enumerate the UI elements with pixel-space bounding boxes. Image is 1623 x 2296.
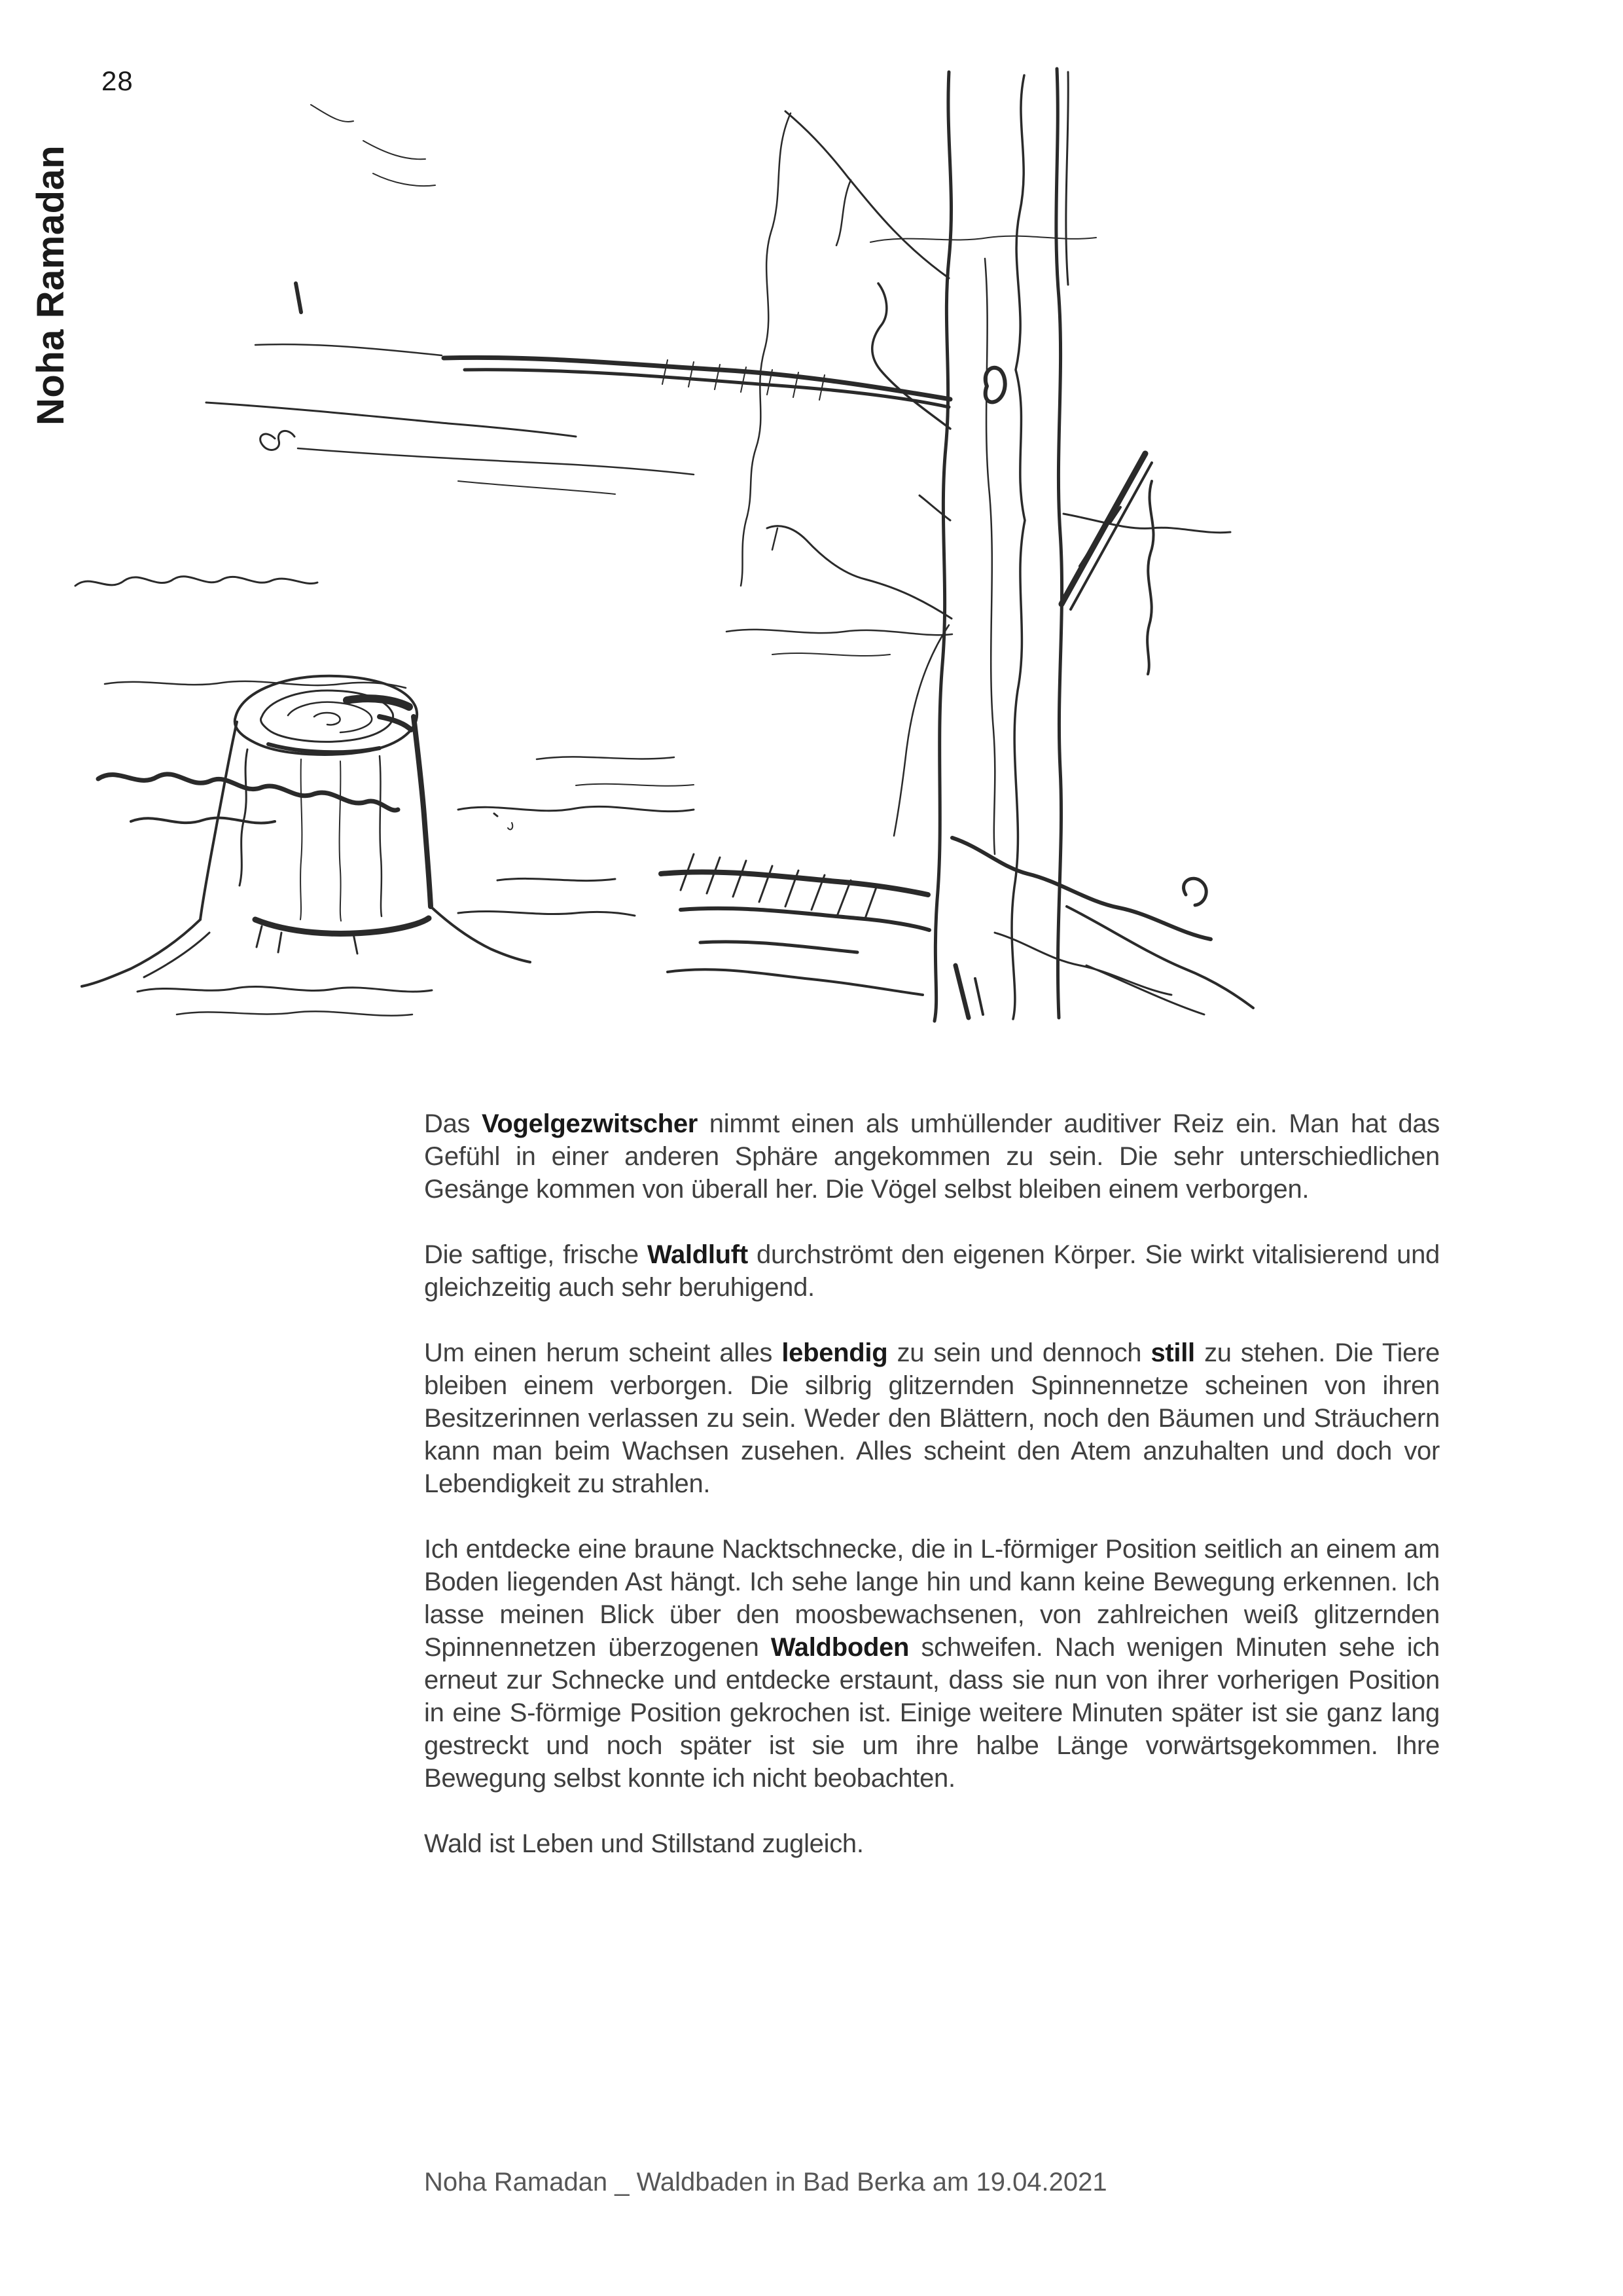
text-segment: durchströmt den eigenen Körper. Sie wirkt vitalisierend und gleichzeitig auch sehr beruhigend. xyxy=(424,1240,1440,1302)
text-segment: zu stehen. Die Tiere bleiben einem verborgen. Die silbrig glitzernden Spinnennetze scheinen von ihren Besitzerinnen verlassen zu sein. Weder den Blättern, noch den Bäumen und Sträuchern kann man beim Wachsen zusehen. Alles scheint den Atem anzuhalten und doch vor Lebendigkeit zu strahlen. xyxy=(424,1338,1440,1498)
bold-keyword: lebendig xyxy=(781,1338,888,1367)
text-segment: Um einen herum scheint alles xyxy=(424,1338,782,1367)
text-segment: zu sein und dennoch xyxy=(887,1338,1151,1367)
body-paragraphs xyxy=(424,1107,1440,1893)
paragraph xyxy=(424,1238,1440,1304)
faint-background-strokes xyxy=(311,105,1096,242)
tree-trunk xyxy=(935,69,1068,1021)
text-segment: Das xyxy=(424,1109,482,1138)
bold-keyword: Waldboden xyxy=(770,1633,910,1662)
text-segment: Wald ist Leben und Stillstand zugleich. xyxy=(424,1829,864,1858)
fallen-log-hatching xyxy=(206,283,950,494)
text-segment: Die saftige, frische xyxy=(424,1240,647,1269)
tree-branches xyxy=(741,111,1152,836)
footer-line: Noha Ramadan _ Waldbaden in Bad Berka am 19.04.2021 xyxy=(424,2168,1107,2197)
forest-sketch-image xyxy=(39,62,1257,1077)
ground-strokes xyxy=(75,481,1253,1016)
paragraph xyxy=(424,1107,1440,1206)
author-vertical-label: Noha Ramadan xyxy=(29,145,72,425)
text-segment: Ich entdecke eine braune Nacktschnecke, die in L-förmiger Position seitlich an einem am Boden liegenden Ast hängt. Ich sehe lange hin und kann keine Bewegung erkennen. Ich lasse meinen Blick über den moosbewachsenen, von zahlreichen weiß glitzernden Spinnennetzen überzogenen xyxy=(424,1535,1440,1662)
bold-keyword: still xyxy=(1150,1338,1195,1367)
paragraph xyxy=(424,1336,1440,1500)
paragraph xyxy=(424,1827,1440,1860)
paragraph xyxy=(424,1533,1440,1795)
text-segment: nimmt einen als umhüllender auditiver Reiz ein. Man hat das Gefühl in einer anderen Sphäre angekommen zu sein. Die sehr unterschiedlichen Gesänge kommen von überall her. Die Vögel selbst bleiben einem verborgen. xyxy=(424,1109,1440,1204)
tree-stump xyxy=(82,676,530,986)
bold-keyword: Waldluft xyxy=(647,1240,748,1269)
bold-keyword: Vogelgezwitscher xyxy=(481,1109,698,1138)
page-number: 28 xyxy=(101,65,134,96)
text-segment: schweifen. Nach wenigen Minuten sehe ich erneut zur Schnecke und entdecke erstaunt, dass sie nun von ihrer vorherigen Position in eine S-förmige Position gekrochen ist. Einige weitere Minuten später ist sie ganz lang gestreckt und noch später ist sie um ihre halbe Länge vorwärtsgekommen. Ihre Bewegung selbst konnte ich nicht beobachten. xyxy=(424,1633,1440,1793)
